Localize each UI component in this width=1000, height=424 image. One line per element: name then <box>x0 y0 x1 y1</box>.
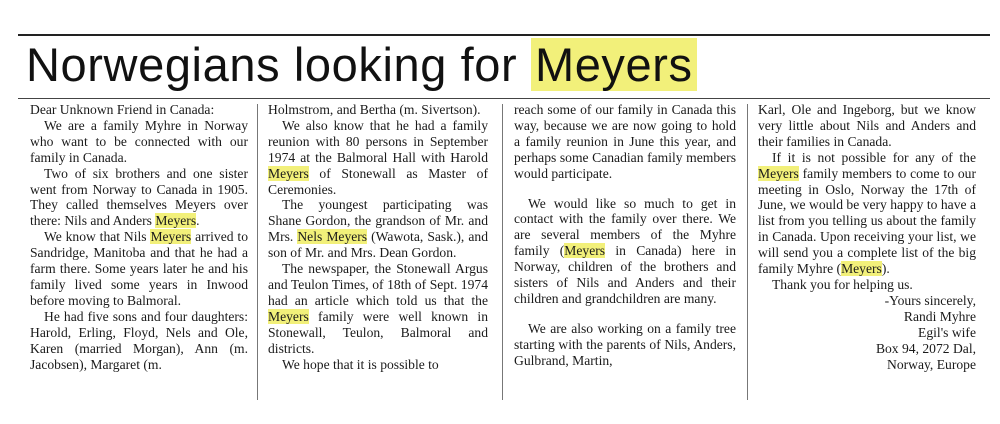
signature-line: Norway, Europe <box>887 356 976 372</box>
name-highlight: Meyers <box>268 308 309 324</box>
paragraph: The youngest participating was Shane Gordon, the grandson of Mr. and Mrs. Nels Meyers (Wawota, Sask.), and son of Mr. and Mrs. Dean Gordon. <box>268 197 488 261</box>
paragraph: We know that Nils Meyers arrived to Sandridge, Manitoba and that he had a farm there. Some years later he and his family lived some years in Inwood before moving to Balmoral. <box>30 229 248 308</box>
name-highlight: Meyers <box>564 243 606 259</box>
paragraph: He had five sons and four daughters: Harold, Erling, Floyd, Nels and Ole, Karen (married Morgan), Ann (m. Jacobsen), Margaret (m. <box>30 308 248 372</box>
paragraph: We hope that it is possible to <box>282 356 439 372</box>
signature-line: Egil's wife <box>918 324 976 340</box>
paragraph: Karl, Ole and Ingeborg, but we know very little about Nils and Anders and their families in Canada. <box>758 102 976 149</box>
headline-highlight: Meyers <box>531 38 697 91</box>
column-divider <box>747 104 748 400</box>
column-2 <box>268 102 488 402</box>
signature-line: Randi Myhre <box>903 308 976 324</box>
headline-rule <box>18 98 990 99</box>
paragraph: Holmstrom, and Bertha (m. Sivertson). <box>268 102 481 117</box>
paragraph: reach some of our family in Canada this way, because we are now going to hold a family reunion in June this year, and perhaps some Canadian family members would participate. <box>514 102 736 181</box>
column-4 <box>758 102 976 402</box>
paragraph: Two of six brothers and one sister went from Norway to Canada in 1905. They called themselves Meyers over there: Nils and Anders Meyers. <box>30 165 248 229</box>
name-highlight: Meyers <box>268 165 309 181</box>
name-highlight: Meyers <box>150 229 192 245</box>
signature-line: Box 94, 2072 Dal, <box>875 340 976 356</box>
column-3 <box>514 102 736 402</box>
name-highlight: Meyers <box>155 213 197 229</box>
paragraph: Thank you for helping us. <box>772 276 913 292</box>
paragraph: We also know that he had a family reunion with 80 persons in September 1974 at the Balmoral Hall with Harold Meyers of Stonewall as Master of Ceremonies. <box>268 117 488 197</box>
headline-text: Norwegians looking for <box>26 38 531 91</box>
paragraph: The newspaper, the Stonewall Argus and Teulon Times, of 18th of Sept. 1974 had an article which told us that the Meyers family were well known in Stonewall, Teulon, Balmoral and districts. <box>268 261 488 356</box>
column-divider <box>257 104 258 400</box>
paragraph: We are a family Myhre in Norway who want to be connected with our family in Canada. <box>30 117 248 165</box>
name-highlight: Nels Meyers <box>297 229 368 245</box>
salutation: Dear Unknown Friend in Canada: <box>30 102 215 117</box>
name-highlight: Meyers <box>758 165 799 181</box>
signature-line: -Yours sincerely, <box>884 292 976 308</box>
paragraph: If it is not possible for any of the Meyers family members to come to our meeting in Oslo, Norway the 17th of June, we would be very happy to have a list from you telling us about the family in Canada. Upon receiving your list, we will send you a complete list of the big family Myhre (Meyers). <box>758 149 976 277</box>
paragraph: We would like so much to get in contact with the family over there. We are several members of the Myhre family (Meyers in Canada) here in Norway, children of the brothers and sisters of Nils and Anders and their children and grandchildren are many. <box>514 195 736 306</box>
name-highlight: Meyers <box>841 261 882 277</box>
column-divider <box>502 104 503 400</box>
headline <box>26 36 697 94</box>
column-1 <box>30 102 248 402</box>
paragraph: We are also working on a family tree starting with the parents of Nils, Anders, Gulbrand, Martin, <box>514 320 736 368</box>
